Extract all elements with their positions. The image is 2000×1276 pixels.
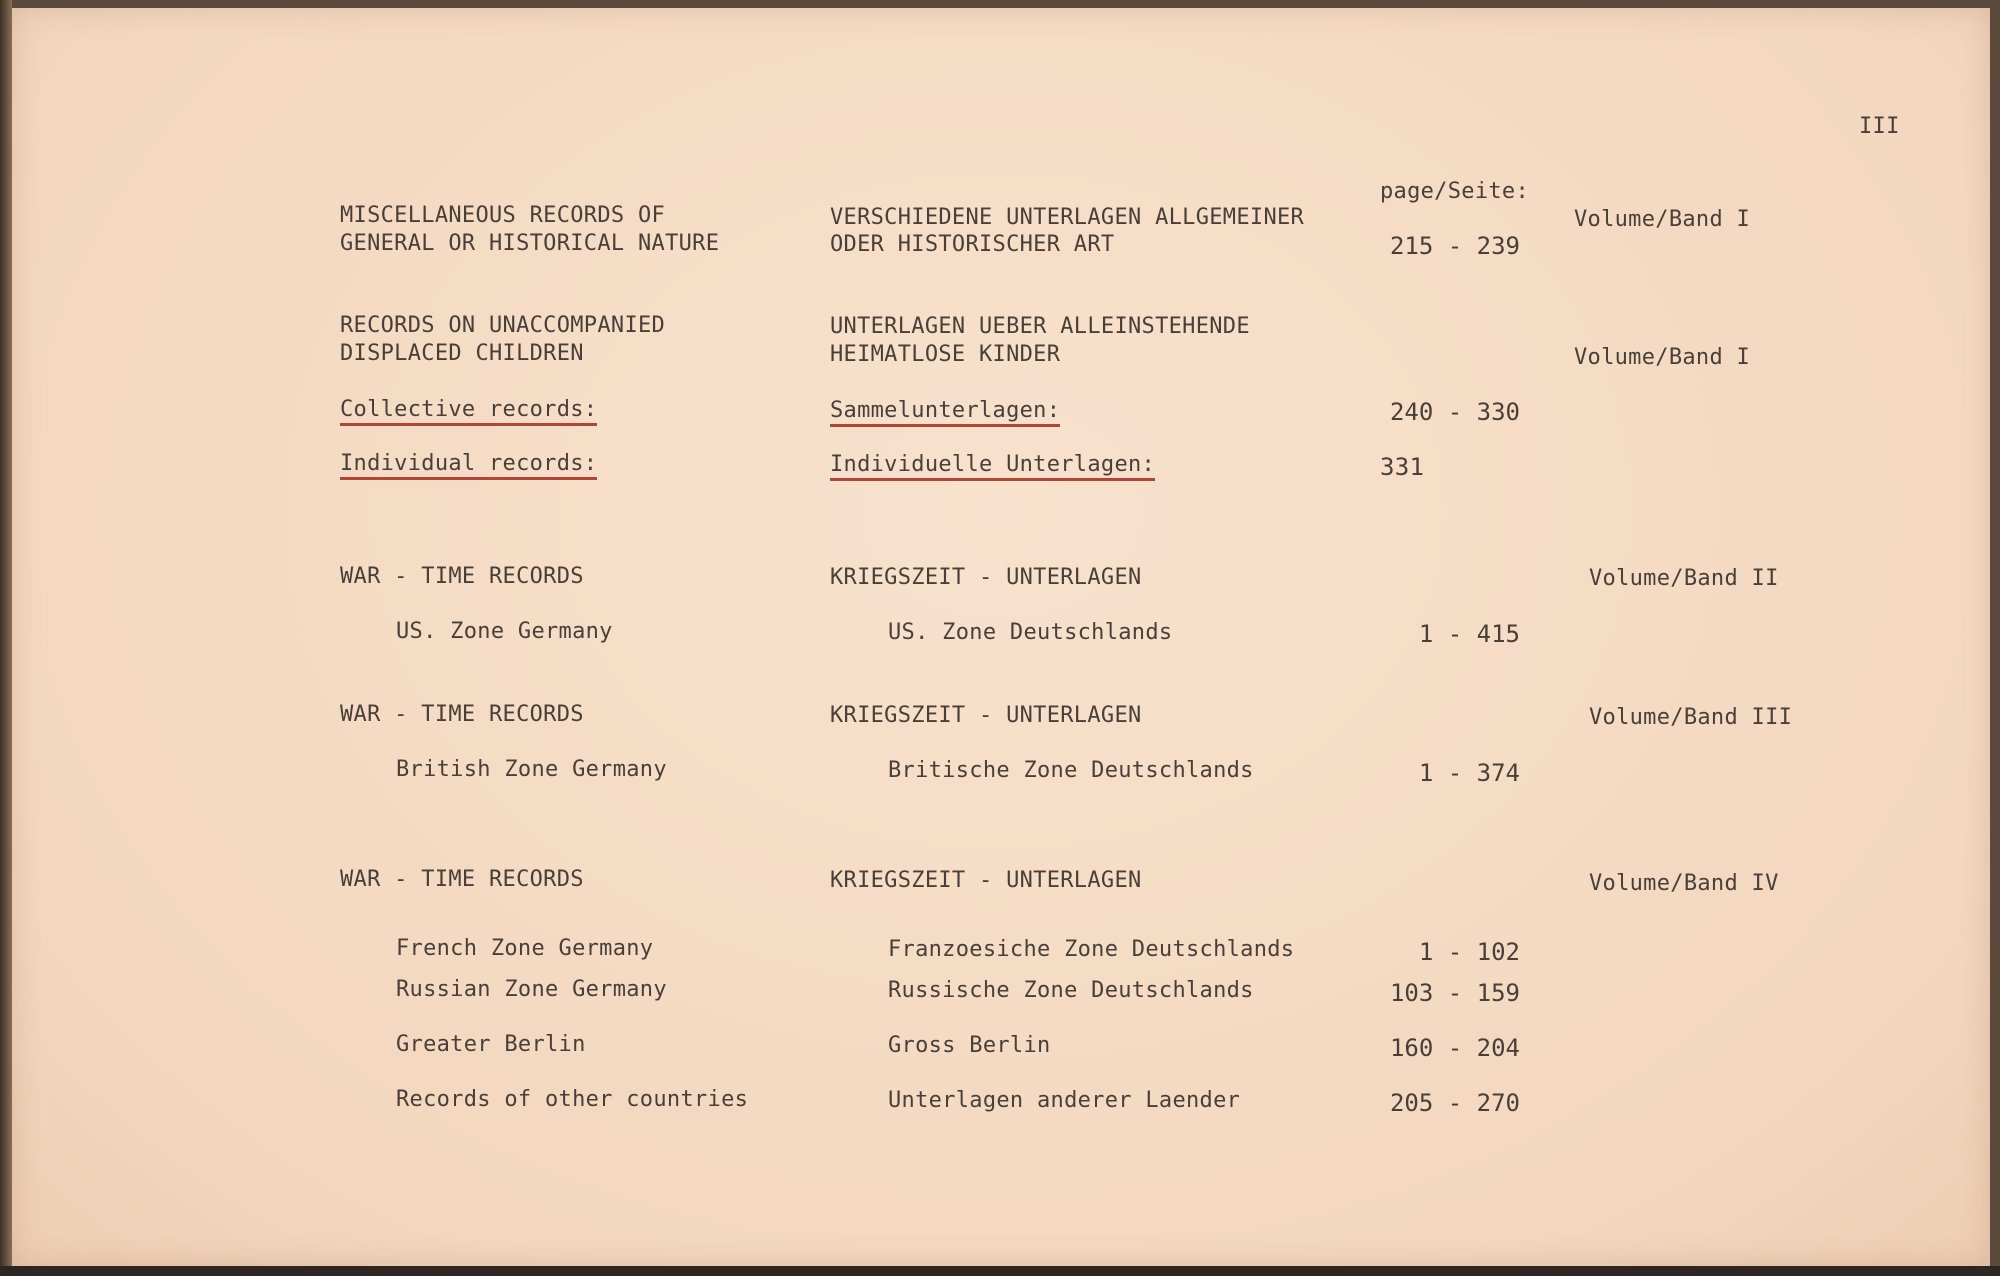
war-other-row-en: Russian Zone Germany — [396, 977, 667, 1002]
document-page — [12, 8, 1990, 1266]
children-title-en-line1: RECORDS ON UNACCOMPANIED — [340, 313, 666, 338]
page-number: III — [1859, 114, 1900, 139]
war-other-row-en: French Zone Germany — [396, 936, 654, 961]
page-column-header: page/Seite: — [1380, 179, 1529, 204]
misc-volume: Volume/Band I — [1574, 207, 1751, 232]
war-other-row-en: Records of other countries — [396, 1087, 749, 1112]
war-other-row-pages: 160 - 204 — [1389, 1034, 1520, 1062]
war-british-pages: 1 - 374 — [1418, 759, 1520, 787]
war-british-title-en: WAR - TIME RECORDS — [340, 702, 584, 727]
war-british-title-de: KRIEGSZEIT - UNTERLAGEN — [830, 703, 1142, 728]
collective-records-pages: 240 - 330 — [1389, 398, 1520, 426]
collective-records-de-text: Sammelunterlagen: — [830, 398, 1060, 427]
war-other-row-pages: 1 - 102 — [1418, 938, 1520, 966]
war-british-volume: Volume/Band III — [1589, 705, 1793, 730]
war-other-row-de: Unterlagen anderer Laender — [888, 1088, 1241, 1113]
page-bottom-edge — [0, 1266, 2000, 1276]
war-other-volume: Volume/Band IV — [1589, 871, 1779, 896]
misc-title-en-line2: GENERAL OR HISTORICAL NATURE — [340, 231, 720, 256]
war-us-zone-de: US. Zone Deutschlands — [888, 620, 1173, 645]
war-british-zone-de: Britische Zone Deutschlands — [888, 758, 1254, 783]
collective-records-de — [830, 397, 1060, 425]
children-volume: Volume/Band I — [1574, 345, 1751, 370]
war-us-title-en: WAR - TIME RECORDS — [340, 564, 584, 589]
book-spine — [0, 0, 12, 1276]
war-other-row-pages: 103 - 159 — [1389, 979, 1520, 1007]
collective-records-en-text: Collective records: — [340, 397, 597, 426]
individual-records-en-text: Individual records: — [340, 451, 597, 480]
children-title-en-line2: DISPLACED CHILDREN — [340, 341, 584, 366]
individual-records-pages: 331 — [1380, 453, 1425, 481]
collective-records-en — [340, 396, 597, 424]
misc-title-en-line1: MISCELLANEOUS RECORDS OF — [340, 203, 666, 228]
children-title-de-line1: UNTERLAGEN UEBER ALLEINSTEHENDE — [830, 314, 1250, 339]
war-us-zone-en: US. Zone Germany — [396, 619, 613, 644]
misc-pages: 215 - 239 — [1389, 232, 1520, 260]
war-other-row-de: Gross Berlin — [888, 1033, 1051, 1058]
war-other-row-de: Russische Zone Deutschlands — [888, 978, 1254, 1003]
war-british-zone-en: British Zone Germany — [396, 757, 667, 782]
children-title-de-line2: HEIMATLOSE KINDER — [830, 342, 1061, 367]
war-other-title-en: WAR - TIME RECORDS — [340, 867, 584, 892]
war-other-row-de: Franzoesiche Zone Deutschlands — [888, 937, 1295, 962]
misc-title-de-line1: VERSCHIEDENE UNTERLAGEN ALLGEMEINER — [830, 205, 1305, 230]
war-us-volume: Volume/Band II — [1589, 566, 1779, 591]
war-us-pages: 1 - 415 — [1418, 620, 1520, 648]
war-other-row-pages: 205 - 270 — [1389, 1089, 1520, 1117]
individual-records-de — [830, 451, 1155, 479]
misc-title-de-line2: ODER HISTORISCHER ART — [830, 232, 1115, 257]
war-other-row-en: Greater Berlin — [396, 1032, 586, 1057]
individual-records-de-text: Individuelle Unterlagen: — [830, 452, 1155, 481]
war-other-title-de: KRIEGSZEIT - UNTERLAGEN — [830, 868, 1142, 893]
individual-records-en — [340, 450, 597, 478]
war-us-title-de: KRIEGSZEIT - UNTERLAGEN — [830, 565, 1142, 590]
